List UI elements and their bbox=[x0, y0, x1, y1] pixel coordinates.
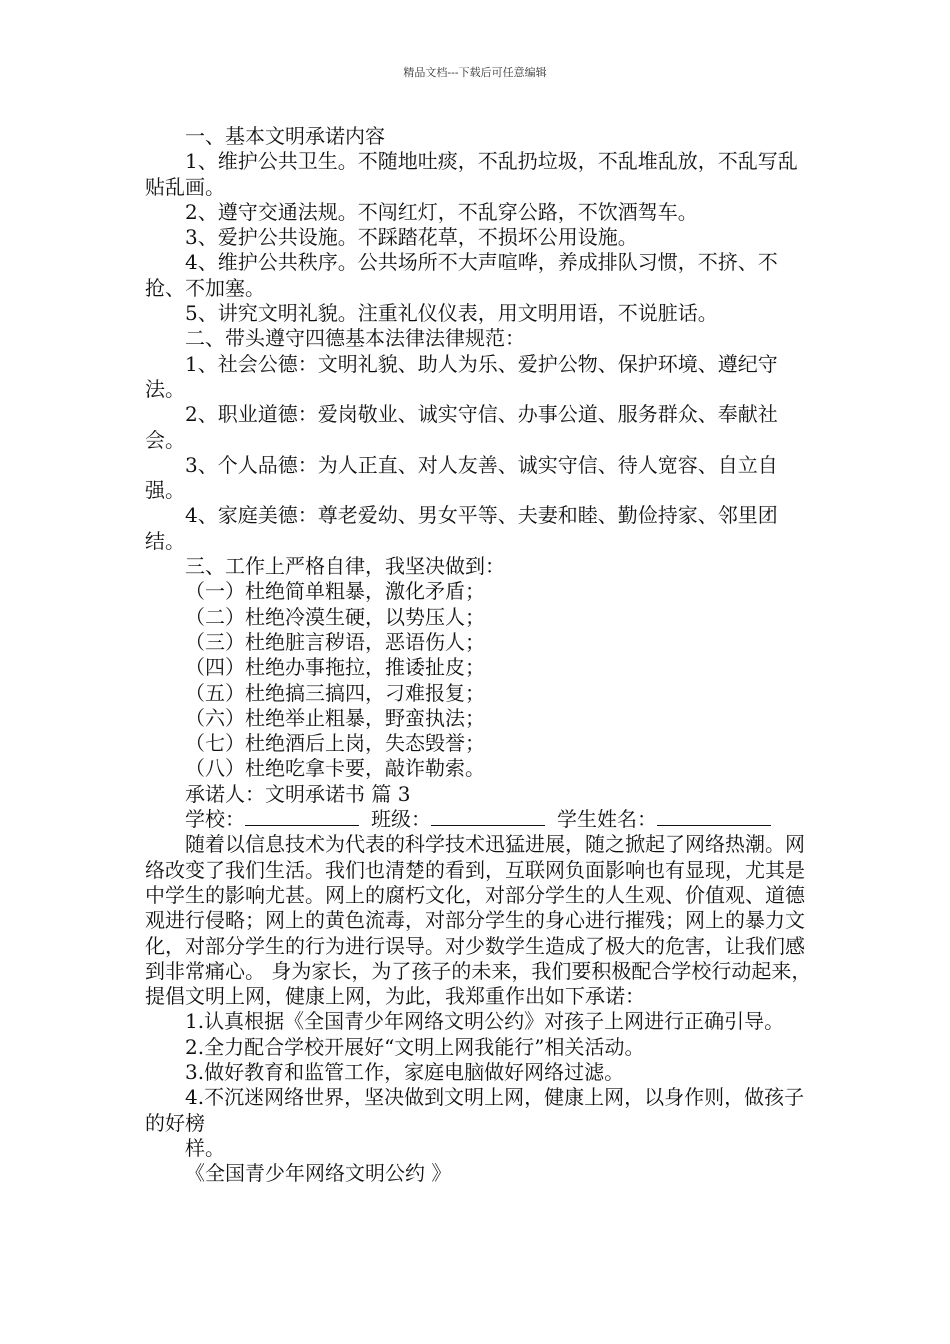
school-label: 学校： bbox=[185, 807, 245, 832]
intro-paragraph: 随着以信息技术为代表的科学技术迅猛进展，随之掀起了网络热潮。网络改变了我们生活。我们也清楚的看到，互联网负面影响也有显现，尤其是中学生的影响尤甚。网上的腐朽文化，对部分学生的人生观、价值观、道德观进行侵略；网上的黄色流毒，对部分学生的身心进行摧残；网上的暴力文化，对部分学生的行为进行误导。对少数学生造成了极大的危害，让我们感到非常痛心。 身为家长，为了孩子的未来，我们要积极配合学校行动起来，提倡文明上网，健康上网，为此，我郑重作出如下承诺： bbox=[145, 832, 812, 1009]
section-3-item-2: （二）杜绝冷漠生硬，以势压人； bbox=[185, 604, 485, 629]
section-1-item-3: 3、爱护公共设施。不踩踏花草，不损坏公用设施。 bbox=[185, 225, 638, 250]
section-3-item-8: （八）杜绝吃拿卡要，敲诈勒索。 bbox=[185, 756, 485, 781]
school-blank bbox=[245, 807, 359, 826]
closing-title: 《全国青少年网络文明公约 》 bbox=[185, 1161, 452, 1186]
section-2-item-2: 2、职业道德：爱岗敬业、诚实守信、办事公道、服务群众、奉献社会。 bbox=[145, 402, 778, 452]
section-1-item-1: 1、维护公共卫生。不随地吐痰，不乱扔垃圾，不乱堆乱放，不乱写乱贴乱画。 bbox=[145, 149, 798, 199]
document-body bbox=[145, 124, 813, 1186]
section-1-item-5: 5、讲究文明礼貌。注重礼仪仪表，用文明用语，不说脏话。 bbox=[185, 301, 718, 326]
section-1-title: 一、基本文明承诺内容 bbox=[185, 124, 385, 148]
section-3-item-5: （五）杜绝搞三搞四，刁难报复； bbox=[185, 680, 485, 705]
section-3-item-4: （四）杜绝办事拖拉，推诿扯皮； bbox=[185, 655, 485, 680]
page-header-note: 精品文档---下载后可任意编辑 bbox=[403, 66, 547, 79]
student-name-blank bbox=[657, 807, 771, 826]
section-3-item-6: （六）杜绝举止粗暴，野蛮执法； bbox=[185, 705, 485, 730]
section-2-title: 二、带头遵守四德基本法律法律规范： bbox=[185, 326, 525, 351]
signature-line: 承诺人：文明承诺书 篇 3 bbox=[185, 781, 411, 806]
section-2-item-4: 4、家庭美德：尊老爱幼、男女平等、夫妻和睦、勤俭持家、邻里团结。 bbox=[145, 503, 778, 553]
class-blank bbox=[431, 807, 545, 826]
student-info-fields bbox=[145, 807, 813, 832]
section-3-item-1: （一）杜绝简单粗暴，激化矛盾； bbox=[185, 579, 485, 604]
class-label: 班级： bbox=[371, 807, 431, 832]
section-3-item-7: （七）杜绝酒后上岗，失态毁誉； bbox=[185, 731, 485, 756]
pledge-3: 3.做好教育和监管工作，家庭电脑做好网络过滤。 bbox=[185, 1059, 625, 1084]
pledge-tail: 样。 bbox=[185, 1135, 225, 1160]
section-3-title: 三、工作上严格自律，我坚决做到： bbox=[185, 554, 505, 579]
section-3-item-3: （三）杜绝脏言秽语，恶语伤人； bbox=[185, 629, 485, 654]
pledge-2: 2.全力配合学校开展好“文明上网我能行”相关活动。 bbox=[185, 1034, 645, 1059]
pledge-4: 4.不沉迷网络世界，坚决做到文明上网，健康上网，以身作则，做孩子的好榜 bbox=[145, 1085, 805, 1135]
section-1-item-4: 4、维护公共秩序。公共场所不大声喧哗，养成排队习惯，不挤、不抢、不加塞。 bbox=[145, 250, 778, 300]
student-name-label: 学生姓名： bbox=[557, 807, 657, 832]
section-2-item-3: 3、个人品德：为人正直、对人友善、诚实守信、待人宽容、自立自强。 bbox=[145, 452, 778, 503]
section-1-item-2: 2、遵守交通法规。不闯红灯，不乱穿公路，不饮酒驾车。 bbox=[185, 199, 698, 224]
pledge-1: 1.认真根据《全国青少年网络文明公约》对孩子上网进行正确引导。 bbox=[185, 1009, 785, 1034]
section-2-item-1: 1、社会公德：文明礼貌、助人为乐、爱护公物、保护环境、遵纪守法。 bbox=[145, 351, 778, 401]
